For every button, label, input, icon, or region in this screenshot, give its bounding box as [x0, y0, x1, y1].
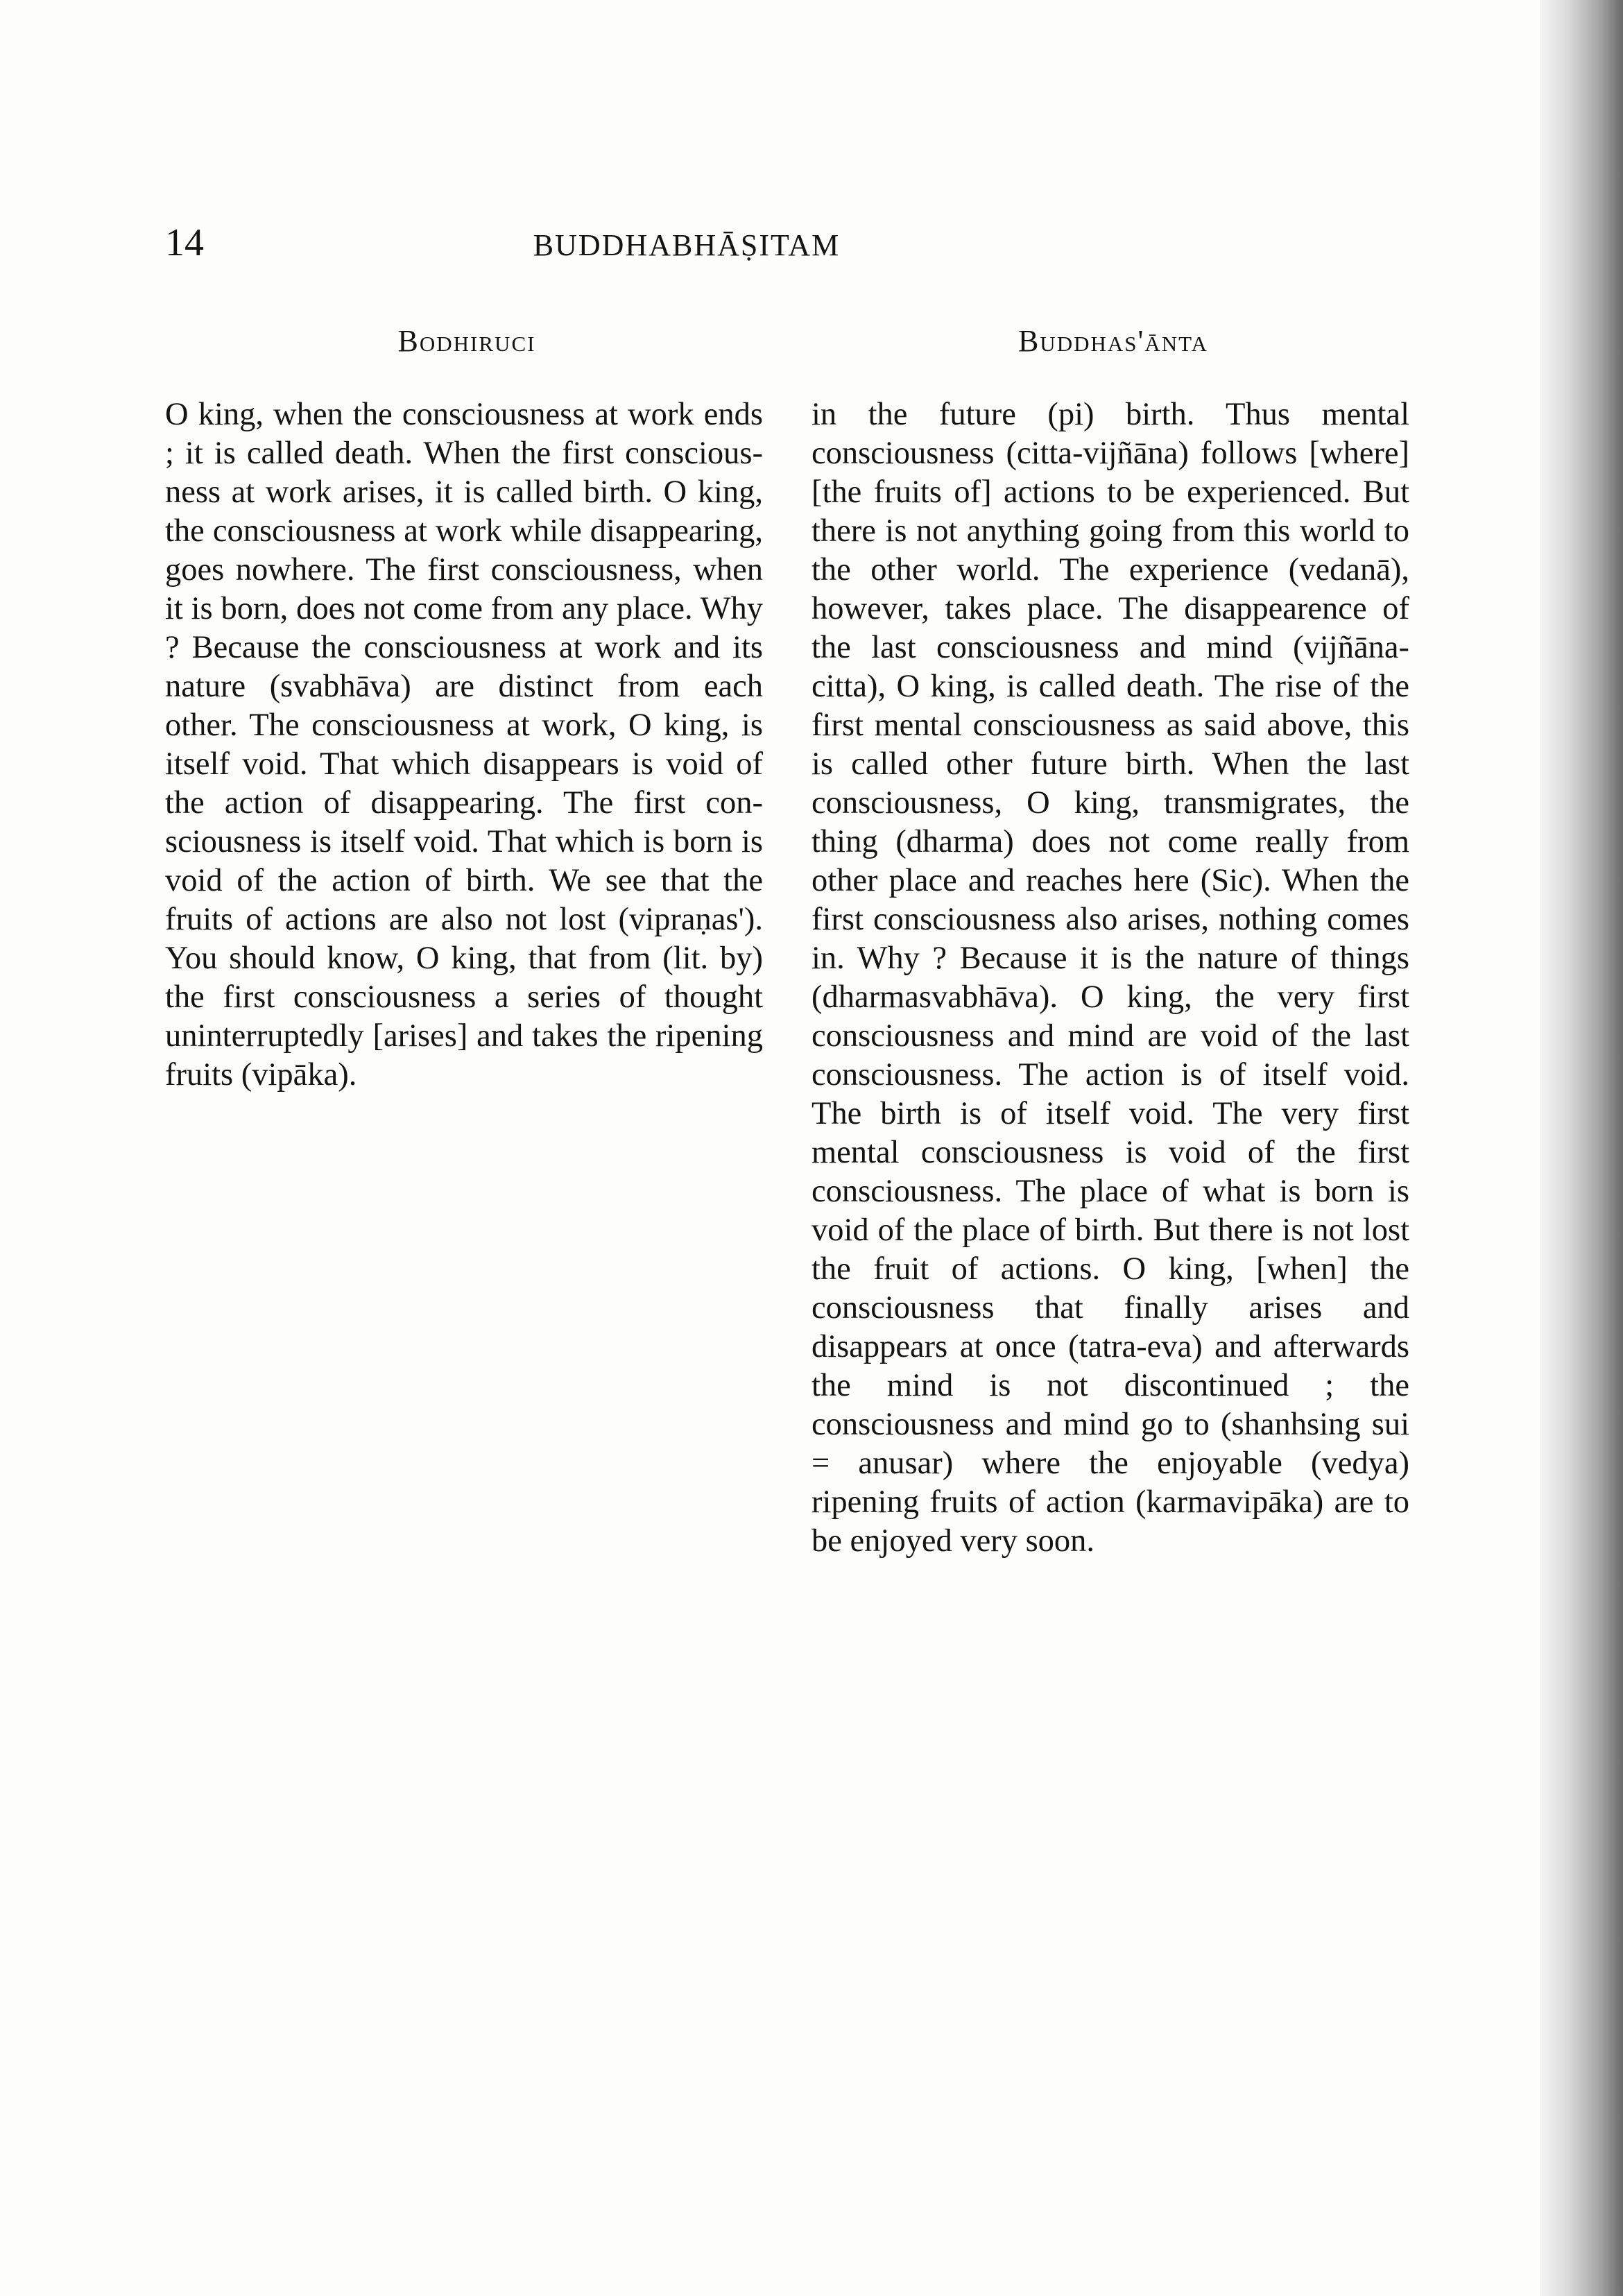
right-column-text — [812, 395, 1409, 1561]
page-number: 14 — [165, 221, 204, 264]
book-binding-edge — [1540, 0, 1623, 2296]
right-column-paragraph: in the future (pi) birth. Thus mental consciousness (citta-vijñāna) follows [where] [the fruits of] actions to be experienced. But there is not anything going from this world to the other world. The experience (vedanā), however, takes place. The disappearence of the last consciousness and mind (vijñāna-citta), O king, is called death. The rise of the first mental consciousness as said above, this is called other future birth. When the last consciousness, O king, transmigrates, the thing (dharma) does not come really from other place and reaches here (Sic). When the first consciousness also arises, nothing comes in. Why ? Because it is the nature of things (dharmasvabhāva). O king, the very first consciousness and mind are void of the last consciousness. The action is of itself void. The birth is of itself void. The very first mental consciousness is void of the first consciousness. The place of what is born is void of the place of birth. But there is not lost the fruit of actions. O king, [when] the consciousness that finally arises and disappears at once (tatra-eva) and afterwards the mind is not discontinued ; the consciousness and mind go to (shanhsing sui = anusar) where the enjoyable (vedya) ripening fruits of action (karmavipāka) are to be enjoyed very soon. — [812, 397, 1409, 1559]
left-column-text — [165, 395, 763, 1095]
left-column-heading: Bodhiruci — [397, 324, 536, 358]
right-column-heading: Buddhas'ānta — [1017, 324, 1209, 358]
left-column-paragraph: O king, when the consciousness at work ends ; it is called death. When the first consciousness at work arises, it is called birth. O king, the consciousness at work while disappearing, goes nowhere. The first consciousness, when it is born, does not come from any place. Why ? Because the consciousness at work and its nature (svabhāva) are distinct from each other. The consciousness at work, O king, is itself void. That which disappears is void of the action of disappearing. The first consciousness is itself void. That which is born is void of the action of birth. We see that the fruits of actions are also not lost (vipraṇas'). You should know, O king, that from (lit. by) the first consciousness a series of thought uninterruptedly [arises] and takes the ripening fruits (vipāka). — [165, 397, 763, 1093]
running-title: BUDDHABHĀṢITAM — [533, 228, 841, 262]
